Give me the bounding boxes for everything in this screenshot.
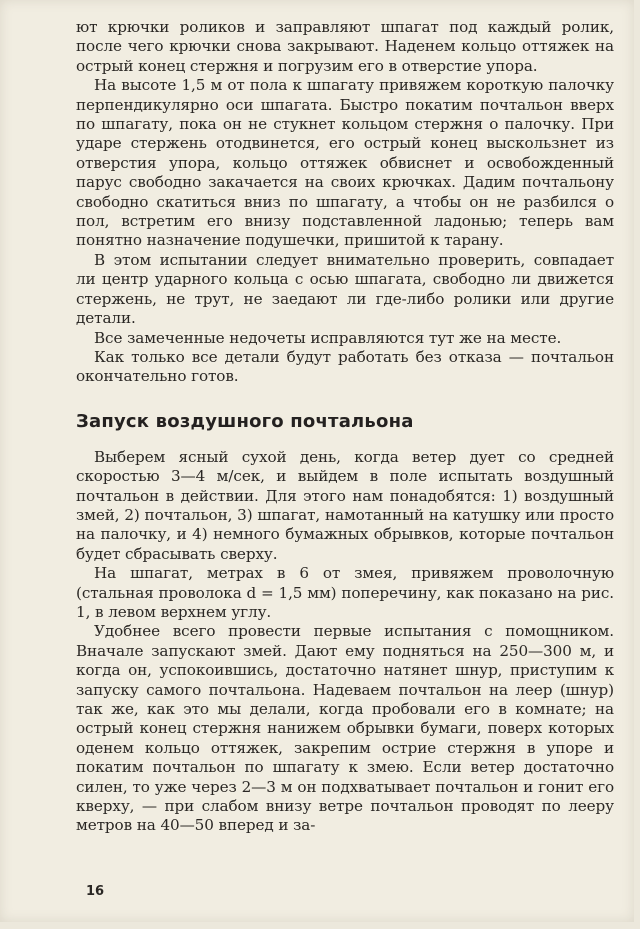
paragraph-top-1: На высоте 1,5 м от пола к шпагату привяжем короткую палочку перпендикулярно оси шпагата. Быстро покатим почтальон вверх по шпагату, пока он не стукнет кольцом стержня о палочку. При ударе стержень отодвинется, его острый конец выскользнет из отверстия упора, кольцо оттяжек обвиснет и освобожденный парус свободно закачается на своих крючках. Дадим почтальону свободно скатиться вниз по шпагату, а чтобы он не разбился о пол, встретим его внизу подставленной ладонью; теперь вам понятно назначение подушечки, пришитой к тарану. bbox=[76, 76, 614, 250]
paragraph-top-2: В этом испытании следует внимательно проверить, совпадает ли центр ударного кольца с осью шпагата, свободно ли движется стержень, не трут, не заедают ли где-либо ролики или другие детали. bbox=[76, 250, 614, 328]
paragraph-top-3: Все замеченные недочеты исправляются тут же на месте. bbox=[94, 328, 562, 347]
paragraph-bottom-2: Удобнее всего провести первые испытания с помощником. Вначале запускают змей. Дают ему подняться на 250—300 м, и когда он, успокоившись, достаточно натянет шнур, приступим к запуску самого почтальона. Надеваем почтальон на леер (шнур) так же, как это мы делали, когда пробовали его в комнате; на острый конец стержня нанижем обрывки бумаги, поверх которых оденем кольцо оттяжек, закрепим острие стержня в упоре и покатим почтальон по шпагату к змею. Если ветер достаточно силен, то уже через 2—3 м он подхватывает почтальон и гонит его кверху, — при слабом внизу ветре почтальон проводят по лееру метров на 40—50 вперед и за- bbox=[76, 622, 614, 835]
paragraph-top-0: ют крючки роликов и заправляют шпагат под каждый ролик, после чего крючки снова закрывают. Наденем кольцо оттяжек на острый конец стержня и погрузим его в отверстие упора. bbox=[76, 18, 614, 75]
page-number: 16 bbox=[86, 884, 105, 899]
paragraph-bottom-0: Выберем ясный сухой день, когда ветер дует со средней скоростью 3—4 м/сек, и выйдем в поле испытать воздушный почтальон в действии. Для этого нам понадобятся: 1) воздушный змей, 2) почтальон, 3) шпагат, намотанный на катушку или просто на палочку, и 4) немного бумажных обрывков, которые почтальон будет сбрасывать сверху. bbox=[76, 447, 614, 563]
section-heading: Запуск воздушного почтальона bbox=[76, 410, 414, 432]
paragraph-bottom-1: На шпагат, метрах в 6 от змея, привяжем проволочную (стальная проволока d = 1,5 мм) поперечину, как показано на рис. 1, в левом верхнем углу. bbox=[76, 564, 614, 621]
text-column bbox=[76, 18, 614, 836]
paragraph-top-4: Как только все детали будут работать без отказа — почтальон окончательно готов. bbox=[76, 347, 614, 386]
